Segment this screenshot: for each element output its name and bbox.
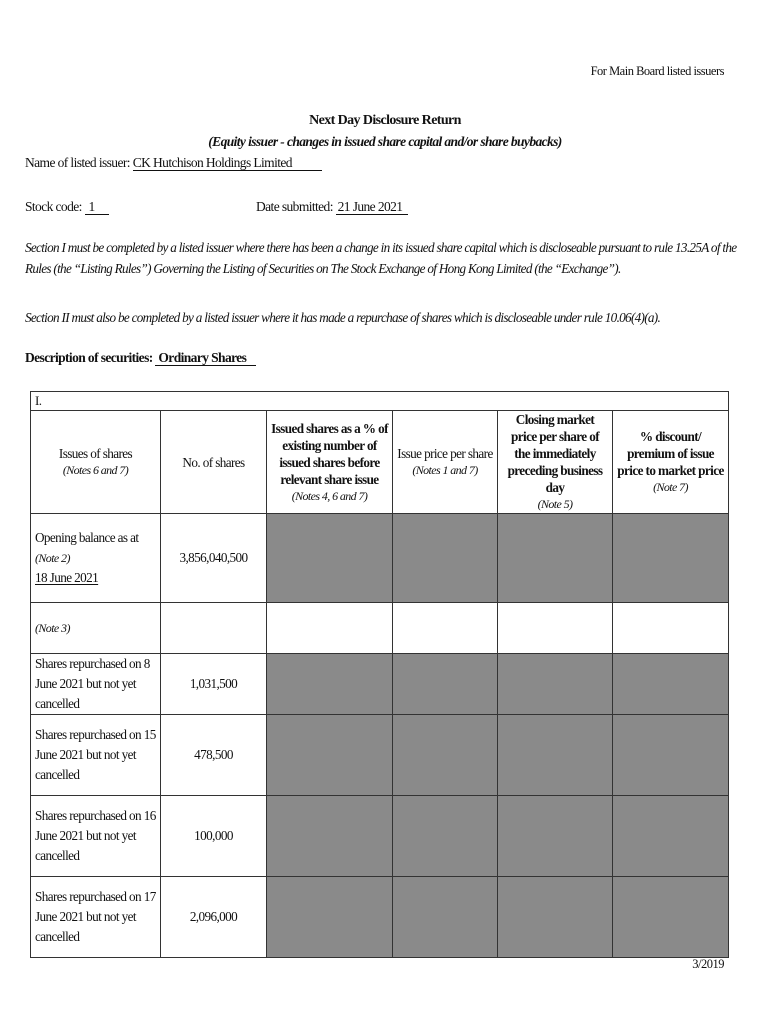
col-title: Issue price per share <box>397 446 493 461</box>
shaded-cell <box>393 877 498 958</box>
shaded-cell <box>393 514 498 603</box>
row-shares: 100,000 <box>161 796 267 877</box>
empty-cell <box>161 603 267 654</box>
note3-row <box>31 603 729 654</box>
shaded-cell <box>267 514 393 603</box>
col-note: (Note 7) <box>653 480 688 494</box>
table-row <box>31 877 729 958</box>
shaded-cell <box>267 654 393 715</box>
shaded-cell <box>267 877 393 958</box>
empty-cell <box>613 603 729 654</box>
opening-label-text: Opening balance as at <box>35 530 139 545</box>
section-label: I. <box>31 392 729 411</box>
date-submitted-label: Date submitted: <box>256 199 333 214</box>
table-row <box>31 715 729 796</box>
share-changes-table <box>30 391 729 958</box>
shaded-cell <box>613 715 729 796</box>
row-shares: 478,500 <box>161 715 267 796</box>
empty-cell <box>393 603 498 654</box>
section-one-instructions: Section I must be completed by a listed issuer where there has been a change in its issued share capital which is discloseable pursuant to rule 13.25A of the Rules (the “Listing Rules”) Governing the Listing of Securities on The Stock Exchange of Hong Kong Limited (the “Exchange”). <box>25 240 737 276</box>
col-issues-of-shares <box>31 411 161 514</box>
issuer-value: CK Hutchison Holdings Limited <box>133 156 322 171</box>
col-title: No. of shares <box>182 454 245 470</box>
col-closing-market-price <box>498 411 613 514</box>
opening-shares: 3,856,040,500 <box>161 514 267 603</box>
col-title: % discount/ premium of issue price to market price <box>617 429 724 478</box>
col-title: Issued shares as a % of existing number of issued shares before relevant share issue <box>271 420 388 487</box>
board-designation: For Main Board listed issuers <box>590 64 724 78</box>
shaded-cell <box>498 654 613 715</box>
row-shares: 2,096,000 <box>161 877 267 958</box>
col-note: (Notes 1 and 7) <box>412 463 478 477</box>
note3-label: (Note 3) <box>31 603 161 654</box>
description-of-securities <box>25 350 256 366</box>
header-row <box>31 411 729 514</box>
shaded-cell <box>498 877 613 958</box>
description-label: Description of securities: <box>25 350 153 365</box>
col-issue-price <box>393 411 498 514</box>
row-shares: 1,031,500 <box>161 654 267 715</box>
col-issued-shares-percent <box>267 411 393 514</box>
description-value: Ordinary Shares <box>155 351 256 366</box>
opening-note: (Note 2) <box>35 551 70 565</box>
shaded-cell <box>393 715 498 796</box>
shaded-cell <box>498 514 613 603</box>
shaded-cell <box>613 654 729 715</box>
shaded-cell <box>498 715 613 796</box>
table-row <box>31 654 729 715</box>
shaded-cell <box>613 796 729 877</box>
opening-date: 18 June 2021 <box>35 570 99 585</box>
section-row <box>31 392 729 411</box>
form-version: 3/2019 <box>692 957 724 971</box>
shaded-cell <box>393 796 498 877</box>
form-subtitle: (Equity issuer - changes in issued share capital and/or share buybacks) <box>208 134 562 149</box>
col-title: Closing market price per share of the immediately preceding business day <box>507 412 603 495</box>
shaded-cell <box>613 514 729 603</box>
table-row <box>31 796 729 877</box>
empty-cell <box>267 603 393 654</box>
row-label: Shares repurchased on 8 June 2021 but not yet cancelled <box>31 654 161 715</box>
col-note: (Notes 6 and 7) <box>62 463 129 477</box>
shaded-cell <box>267 796 393 877</box>
shaded-cell <box>393 654 498 715</box>
row-label: Shares repurchased on 16 June 2021 but not yet cancelled <box>31 796 161 877</box>
stock-code-label: Stock code: <box>25 199 82 214</box>
shaded-cell <box>498 796 613 877</box>
shaded-cell <box>267 715 393 796</box>
empty-cell <box>498 603 613 654</box>
date-submitted-field <box>256 199 408 215</box>
col-discount-premium <box>613 411 729 514</box>
opening-balance-row <box>31 514 729 603</box>
issuer-field <box>25 155 322 171</box>
row-label: Shares repurchased on 15 June 2021 but not yet cancelled <box>31 715 161 796</box>
form-title: Next Day Disclosure Return <box>309 113 461 128</box>
col-no-of-shares <box>161 411 267 514</box>
opening-balance-label <box>31 514 161 603</box>
stock-code-value: 1 <box>85 200 109 215</box>
col-title: Issues of shares <box>58 446 133 461</box>
date-submitted-value: 21 June 2021 <box>336 200 409 215</box>
section-two-instructions: Section II must also be completed by a listed issuer where it has made a repurchase of shares which is discloseable under rule 10.06(4)(a). <box>25 310 661 325</box>
col-note: (Note 5) <box>537 497 573 511</box>
shaded-cell <box>613 877 729 958</box>
issuer-label: Name of listed issuer: <box>25 155 130 170</box>
col-note: (Notes 4, 6 and 7) <box>291 488 368 503</box>
row-label: Shares repurchased on 17 June 2021 but not yet cancelled <box>31 877 161 958</box>
stock-code-field <box>25 199 109 215</box>
